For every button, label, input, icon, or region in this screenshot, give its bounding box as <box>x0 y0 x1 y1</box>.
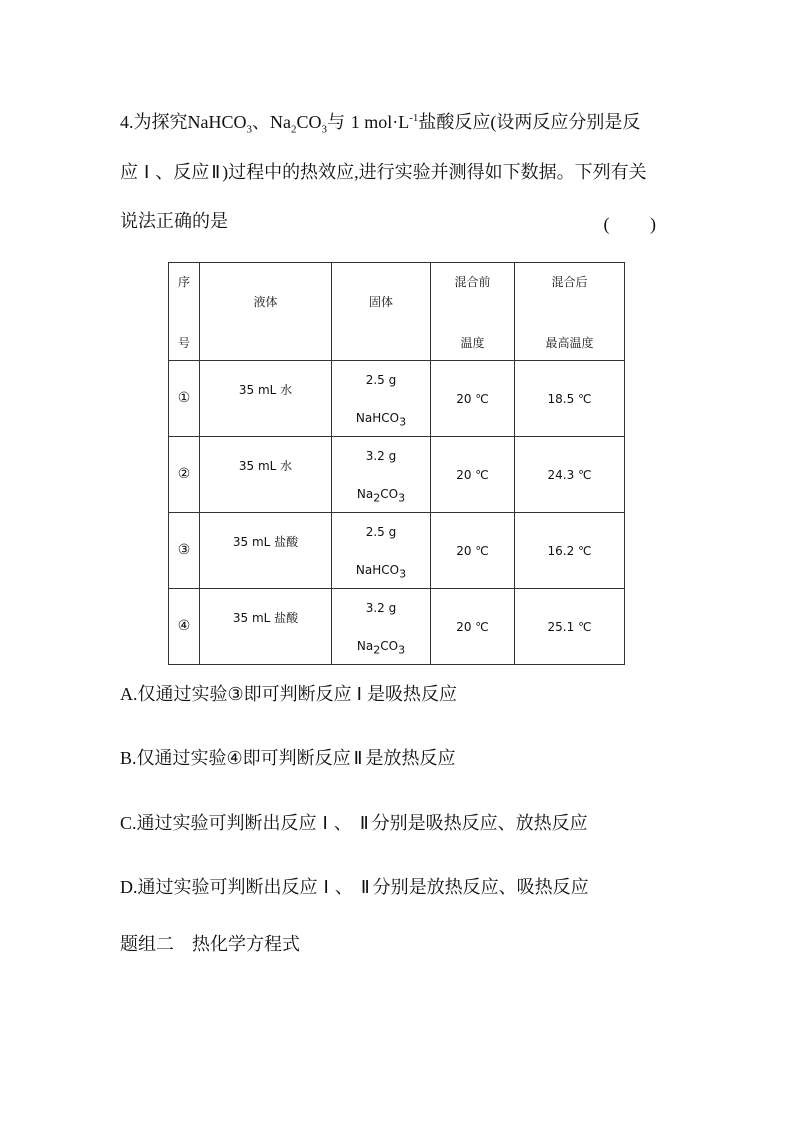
question-line-1: 4.为探究NaHCO$_3$、$Na_2CO_3$与 1 $mol\cdot L^{-1}$盐酸反应(设两反应分别是反 <box>120 112 641 136</box>
header-liquid: 液体 <box>200 263 332 361</box>
header-seq: 序 号 <box>169 263 200 361</box>
header-before-temp: 混合前 温度 <box>431 263 515 361</box>
row-before-temp: 20 ℃ <box>431 437 515 513</box>
row-after-temp: 16.2 ℃ <box>515 513 625 589</box>
row-liquid: 35 mL 盐酸 <box>200 589 332 665</box>
header-after-temp: 混合后 最高温度 <box>515 263 625 361</box>
row-before-temp: 20 ℃ <box>431 361 515 437</box>
table-row <box>169 361 625 437</box>
question-line-2: 应 Ⅰ 、反应 Ⅱ )过程中的热效应,进行实验并测得如下数据。下列有关 <box>120 162 647 183</box>
table-row <box>169 513 625 589</box>
row-liquid: 35 mL 盐酸 <box>200 513 332 589</box>
answer-parentheses: ( ) <box>603 214 674 234</box>
table-header-row <box>169 263 625 361</box>
experiment-table <box>168 262 625 665</box>
row-liquid: 35 mL 水 <box>200 437 332 513</box>
row-before-temp: 20 ℃ <box>431 513 515 589</box>
option-d: D.通过实验可判断出反应 Ⅰ 、 Ⅱ 分别是放热反应、吸热反应 <box>120 877 589 898</box>
row-seq: ② <box>169 437 200 513</box>
row-seq: ④ <box>169 589 200 665</box>
table-row <box>169 589 625 665</box>
row-after-temp: 24.3 ℃ <box>515 437 625 513</box>
row-solid: 2.5 g NaHCO$_3$ <box>332 513 431 589</box>
row-after-temp: 25.1 ℃ <box>515 589 625 665</box>
row-after-temp: 18.5 ℃ <box>515 361 625 437</box>
row-solid: 2.5 g NaHCO$_3$ <box>332 361 431 437</box>
table-row <box>169 437 625 513</box>
row-liquid: 35 mL 水 <box>200 361 332 437</box>
row-solid: 3.2 g $Na_2CO_3$ <box>332 589 431 665</box>
row-before-temp: 20 ℃ <box>431 589 515 665</box>
question-number: 4. <box>120 112 134 132</box>
option-c: C.通过实验可判断出反应 Ⅰ 、 Ⅱ 分别是吸热反应、放热反应 <box>120 813 588 834</box>
option-b: B.仅通过实验④即可判断反应 Ⅱ 是放热反应 <box>120 748 456 769</box>
row-seq: ③ <box>169 513 200 589</box>
header-solid: 固体 <box>332 263 431 361</box>
row-solid: 3.2 g $Na_2CO_3$ <box>332 437 431 513</box>
question-line-3: 说法正确的是 <box>120 211 228 232</box>
section-heading: 题组二 热化学方程式 <box>120 934 300 955</box>
row-seq: ① <box>169 361 200 437</box>
option-a: A.仅通过实验③即可判断反应 Ⅰ 是吸热反应 <box>120 684 457 705</box>
